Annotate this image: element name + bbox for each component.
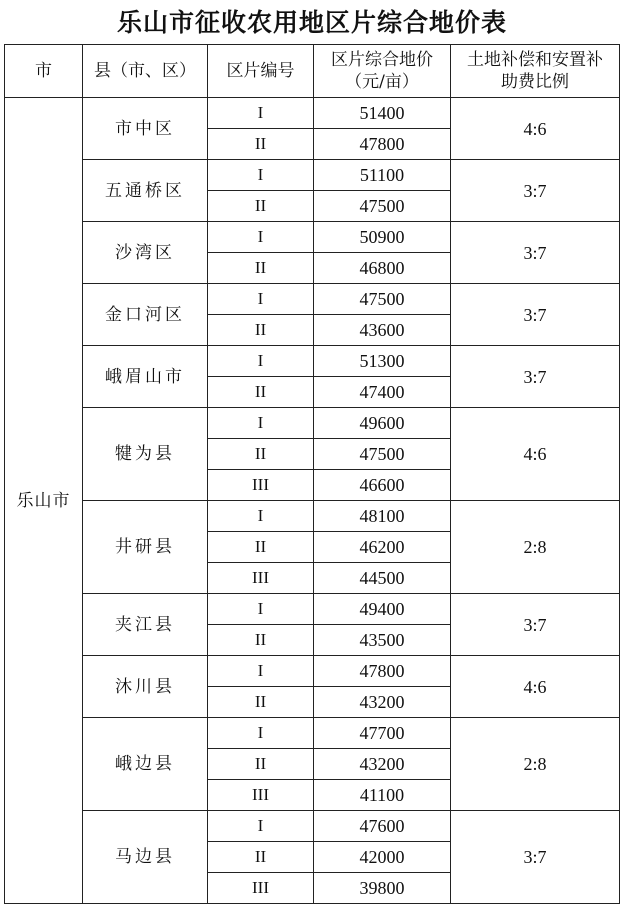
zone-cell: II — [208, 439, 314, 470]
zone-cell: I — [208, 718, 314, 749]
zone-cell: II — [208, 191, 314, 222]
district-cell: 犍为县 — [83, 408, 208, 501]
header-district: 县（市、区） — [83, 45, 208, 98]
ratio-cell: 3:7 — [451, 222, 620, 284]
zone-cell: I — [208, 656, 314, 687]
price-cell: 43200 — [314, 687, 451, 718]
table-row — [5, 284, 620, 315]
zone-cell: I — [208, 98, 314, 129]
district-cell: 峨眉山市 — [83, 346, 208, 408]
ratio-cell: 4:6 — [451, 408, 620, 501]
table-row — [5, 594, 620, 625]
ratio-cell: 3:7 — [451, 346, 620, 408]
zone-cell: III — [208, 780, 314, 811]
price-cell: 47500 — [314, 439, 451, 470]
price-cell: 47800 — [314, 656, 451, 687]
zone-cell: II — [208, 129, 314, 160]
header-price — [314, 45, 451, 98]
district-cell: 马边县 — [83, 811, 208, 904]
ratio-cell: 4:6 — [451, 656, 620, 718]
document-title: 乐山市征收农用地区片综合地价表 — [116, 8, 507, 37]
zone-cell: I — [208, 811, 314, 842]
table-row — [5, 501, 620, 532]
zone-cell: III — [208, 873, 314, 904]
price-cell: 51400 — [314, 98, 451, 129]
ratio-cell: 3:7 — [451, 284, 620, 346]
zone-cell: II — [208, 687, 314, 718]
zone-cell: II — [208, 749, 314, 780]
district-cell: 五通桥区 — [83, 160, 208, 222]
price-cell: 46200 — [314, 532, 451, 563]
district-cell: 沐川县 — [83, 656, 208, 718]
price-cell: 44500 — [314, 563, 451, 594]
price-cell: 39800 — [314, 873, 451, 904]
land-price-table — [4, 44, 620, 904]
zone-cell: I — [208, 284, 314, 315]
zone-cell: II — [208, 253, 314, 284]
district-cell: 金口河区 — [83, 284, 208, 346]
price-cell: 43500 — [314, 625, 451, 656]
zone-cell: II — [208, 315, 314, 346]
header-ratio — [451, 45, 620, 98]
ratio-cell: 2:8 — [451, 501, 620, 594]
header-price-line1: 区片综合地价 — [331, 50, 433, 70]
table-row — [5, 811, 620, 842]
table-row — [5, 656, 620, 687]
header-city: 市 — [5, 45, 83, 98]
price-cell: 46600 — [314, 470, 451, 501]
price-cell: 48100 — [314, 501, 451, 532]
zone-cell: I — [208, 160, 314, 191]
price-cell: 43600 — [314, 315, 451, 346]
zone-cell: III — [208, 563, 314, 594]
zone-cell: I — [208, 222, 314, 253]
ratio-cell: 3:7 — [451, 811, 620, 904]
table-row — [5, 222, 620, 253]
table-row — [5, 718, 620, 749]
ratio-cell: 3:7 — [451, 594, 620, 656]
ratio-cell: 3:7 — [451, 160, 620, 222]
table-row — [5, 160, 620, 191]
zone-cell: I — [208, 346, 314, 377]
table-row — [5, 346, 620, 377]
price-cell: 50900 — [314, 222, 451, 253]
table-header — [5, 45, 620, 98]
price-cell: 47400 — [314, 377, 451, 408]
price-cell: 49600 — [314, 408, 451, 439]
header-price-line2: （元/亩） — [345, 72, 419, 92]
table-row — [5, 98, 620, 129]
zone-cell: II — [208, 377, 314, 408]
price-cell: 46800 — [314, 253, 451, 284]
price-cell: 47800 — [314, 129, 451, 160]
price-cell: 47700 — [314, 718, 451, 749]
price-cell: 49400 — [314, 594, 451, 625]
price-cell: 43200 — [314, 749, 451, 780]
price-cell: 51300 — [314, 346, 451, 377]
header-zone: 区片编号 — [208, 45, 314, 98]
table-row — [5, 408, 620, 439]
district-cell: 市中区 — [83, 98, 208, 160]
zone-cell: I — [208, 408, 314, 439]
price-cell: 51100 — [314, 160, 451, 191]
district-cell: 夹江县 — [83, 594, 208, 656]
price-cell: 47500 — [314, 284, 451, 315]
zone-cell: III — [208, 470, 314, 501]
district-cell: 沙湾区 — [83, 222, 208, 284]
price-cell: 47600 — [314, 811, 451, 842]
price-cell: 41100 — [314, 780, 451, 811]
zone-cell: II — [208, 625, 314, 656]
price-cell: 47500 — [314, 191, 451, 222]
ratio-cell: 4:6 — [451, 98, 620, 160]
zone-cell: II — [208, 842, 314, 873]
district-cell: 井研县 — [83, 501, 208, 594]
zone-cell: I — [208, 501, 314, 532]
zone-cell: I — [208, 594, 314, 625]
district-cell: 峨边县 — [83, 718, 208, 811]
header-ratio-line1: 土地补偿和安置补 — [467, 50, 603, 70]
table-body — [5, 98, 620, 904]
header-row — [5, 45, 620, 98]
header-ratio-line2: 助费比例 — [501, 72, 569, 92]
zone-cell: II — [208, 532, 314, 563]
price-cell: 42000 — [314, 842, 451, 873]
city-cell: 乐山市 — [5, 98, 83, 904]
ratio-cell: 2:8 — [451, 718, 620, 811]
